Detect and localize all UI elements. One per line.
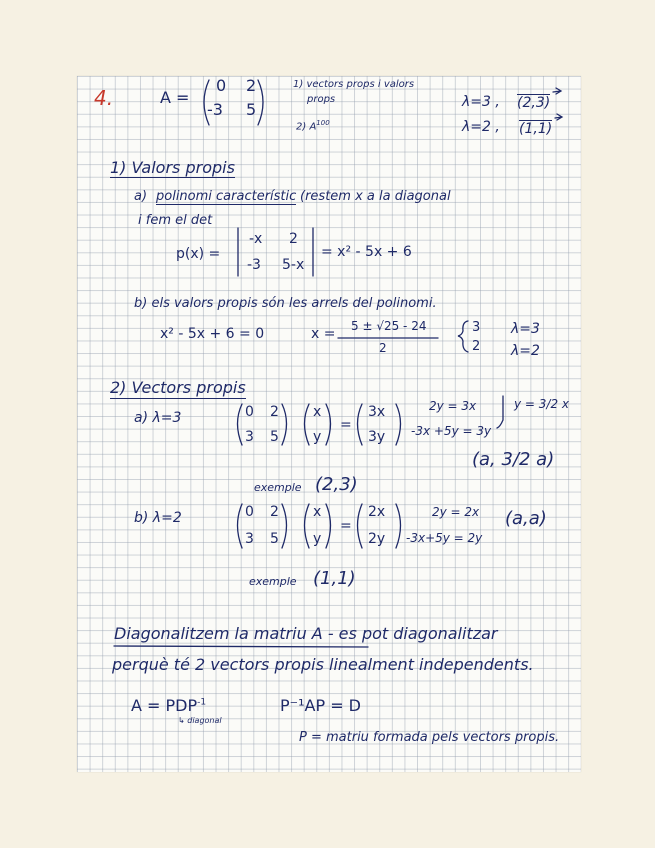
m2-r1c1: 0: [245, 504, 254, 520]
sys2-eq2: -3x+5y = 2y: [406, 531, 483, 545]
example-2: (1,1): [313, 568, 356, 589]
diagonal-note: ↳ diagonal: [178, 716, 222, 725]
vec1-general: (a, 3/2 a): [472, 449, 555, 470]
m1-r1c1: 0: [245, 404, 254, 420]
task-1: 1) vectors props i valors: [293, 79, 415, 90]
det-r2c2: 5-x: [282, 257, 305, 273]
p-result: = x² - 5x + 6: [321, 244, 412, 260]
sys1-result: y = 3/2 x: [514, 397, 570, 411]
det-r1c1: -x: [249, 231, 263, 247]
m1-r2c1: 3: [245, 429, 254, 445]
matrix-a-r1c1: 0: [216, 76, 227, 95]
m2-r2c1: 3: [245, 531, 254, 547]
v1-r2: y: [313, 429, 322, 445]
root-2: 2: [472, 339, 481, 354]
answer-vector-2-3: (2,3): [517, 95, 551, 111]
m1-r1c2: 2: [270, 404, 279, 420]
eq-sign-2: =: [340, 518, 352, 534]
p-label: p(x) =: [176, 246, 221, 262]
char-equation: x² - 5x + 6 = 0: [160, 326, 265, 342]
root-3: 3: [472, 320, 481, 335]
sys1-eq2: -3x +5y = 3y: [411, 424, 492, 438]
v1-r1: x: [313, 404, 322, 420]
lambda-3: λ=3: [511, 321, 540, 337]
matrix-a-r2c2: 5: [246, 100, 257, 119]
formula-note: P = matriu formada pels vectors propis.: [299, 730, 560, 745]
part2-a-label: a) λ=3: [134, 410, 182, 426]
part1-b-text: b) els valors propis són les arrels del polinomi.: [134, 296, 437, 311]
rhs1-r2: 3y: [368, 429, 386, 445]
m2-r1c2: 2: [270, 504, 279, 520]
m2-r2c2: 5: [270, 531, 279, 547]
formula-p-inverse: P⁻¹AP = D: [280, 696, 361, 715]
example-label-1: exemple: [254, 481, 302, 494]
x-label: x =: [311, 326, 336, 342]
sys1-eq1: 2y = 3x: [429, 399, 477, 413]
sys2-eq1: 2y = 2x: [432, 505, 480, 519]
v2-r2: y: [313, 531, 322, 547]
answer-vector-1-1: (1,1): [519, 121, 553, 137]
det-r2c1: -3: [247, 257, 261, 273]
problem-number: 4.: [94, 86, 114, 110]
part2-heading: 2) Vectors propis: [110, 378, 246, 397]
answer-lambda-2: λ=2 ,: [462, 119, 500, 135]
matrix-a-r1c2: 2: [246, 76, 257, 95]
task-1-cont: props: [307, 94, 336, 105]
rhs2-r1: 2x: [368, 504, 386, 520]
answer-lambda-3: λ=3 ,: [462, 94, 500, 110]
conclusion-line2: perquè té 2 vectors propis linealment independents.: [112, 655, 534, 674]
part1-a-text: polinomi característic: [156, 189, 297, 204]
quadratic-numerator: 5 ± √25 - 24: [351, 319, 427, 333]
v2-r1: x: [313, 504, 322, 520]
part1-heading: 1) Valors propis: [110, 158, 235, 177]
example-1: (2,3): [315, 474, 358, 495]
formula-pdp: $A = PDP^{-1}$: [131, 696, 207, 715]
part1-a-label: a): [134, 189, 148, 204]
eq-sign-1: =: [340, 417, 352, 433]
part1-a-text-cont: (restem x a la diagonal: [300, 189, 451, 204]
matrix-a-r2c1: -3: [207, 100, 223, 119]
rhs1-r1: 3x: [368, 404, 386, 420]
m1-r2c2: 5: [270, 429, 279, 445]
task-2: 2) $A^{100}$: [296, 119, 330, 133]
lambda-2: λ=2: [511, 343, 540, 359]
part1-a-text-line2: i fem el det: [138, 213, 213, 228]
det-r1c2: 2: [289, 231, 298, 247]
conclusion-line1: Diagonalitzem la matriu A - es pot diagonalitzar: [114, 624, 498, 643]
part2-b-label: b) λ=2: [134, 510, 182, 526]
quadratic-denominator: 2: [379, 341, 387, 355]
matrix-label: A =: [160, 88, 190, 107]
vec2-general: (a,a): [505, 508, 547, 529]
example-label-2: exemple: [249, 575, 297, 588]
rhs2-r2: 2y: [368, 531, 386, 547]
